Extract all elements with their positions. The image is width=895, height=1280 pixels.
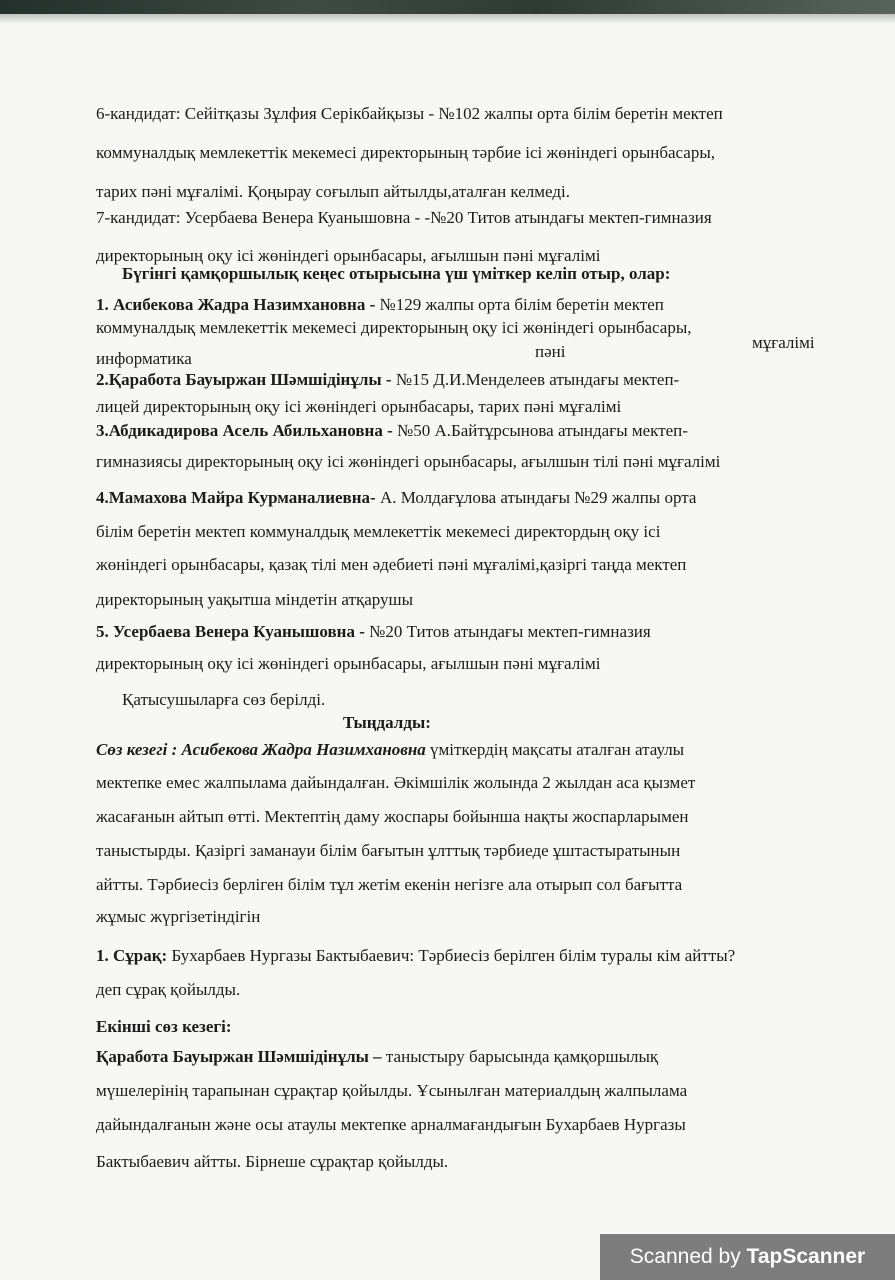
text-line: дайындалғанын және осы атаулы мектепке арналмағандығын Бухарбаев Нургазы [96, 1115, 686, 1134]
question-1-line: 1. Сұрақ: Бухарбаев Нургазы Бактыбаевич: Тәрбиесіз берілген білім туралы кім айтты? [96, 946, 736, 965]
text-line: деп сұрақ қойылды. [96, 980, 241, 999]
text-line: информатика [96, 349, 192, 368]
speech-turn-1-line: Сөз кезегі : Асибекова Жадра Назимхановна үміткердің мақсаты аталған атаулы [96, 740, 685, 759]
text-line: лицей директорының оқу ісі жөніндегі орынбасары, тарих пәні мұғалімі [96, 397, 622, 416]
section-heading: Бүгінгі қамқоршылық кеңес отырысына үш үміткер келіп отыр, олар: [122, 264, 671, 283]
text-line: 6-кандидат: Сейітқазы Зұлфия Серікбайқызы - №102 жалпы орта білім беретін мектеп [96, 104, 723, 123]
text-line: айтты. Тәрбиесіз берлiген білім тұл жетім екенін негізге ала отырып сол бағытта [96, 875, 683, 894]
text-line: директорының оқу ісі жөніндегі орынбасары, ағылшын пәні мұғалімі [96, 246, 601, 265]
text-line: тарих пәні мұғалімі. Қоңырау соғылып айтылды,аталған келмеді. [96, 182, 570, 201]
speech-turn-2-label: Қаработа Бауыржан Шәмшідінұлы – [96, 1047, 382, 1066]
text-line: жөніндегі орынбасары, қазақ тілі мен әдебиеті пәні мұғалімі,қазіргі таңда мектеп [96, 555, 687, 574]
candidate-5-name: 5. Усербаева Венера Куанышовна - [96, 622, 365, 641]
text-line: жасағанын айтып өтті. Мектептің даму жоспары бойынша нақты жоспарларымен [96, 807, 689, 826]
speech-turn-1-label: Сөз кезегі : Асибекова Жадра Назимхановна [96, 740, 426, 759]
text-line: мүшелерінің тарапынан сұрақтар қойылды. Ұсынылған материалдың жалпылама [96, 1081, 688, 1100]
candidate-2-line: 2.Қаработа Бауыржан Шәмшідінұлы - №15 Д.И.Менделеев атындағы мектеп- [96, 370, 680, 389]
scanner-brand: TapScanner [746, 1245, 866, 1268]
candidate-1-line: 1. Асибекова Жадра Назимхановна - №129 жалпы орта білім беретін мектеп [96, 295, 664, 314]
text-line: гимназиясы директорының оқу ісі жөніндегі орынбасары, ағылшын тілі пәні мұғалімі [96, 452, 721, 471]
text-line: таныстырды. Қазіргі заманауи білім бағытын ұлттық тәрбиеде ұштастыратынын [96, 841, 681, 860]
speech-turn-2-line: Қаработа Бауыржан Шәмшідінұлы – таныстыру барысында қамқоршылық [96, 1047, 659, 1066]
candidate-5-line: 5. Усербаева Венера Куанышовна - №20 Титов атындағы мектеп-гимназия [96, 622, 651, 641]
candidate-3-line: 3.Абдикадирова Асель Абильхановна - №50 А.Байтұрсынова атындағы мектеп- [96, 421, 688, 440]
text-line: мектепке емес жалпылама дайындалған. Әкімшілік жолында 2 жылдан аса қызмет [96, 773, 696, 792]
text-line: Қатысушыларға сөз берілді. [122, 690, 326, 709]
text-line: білім беретін мектеп коммуналдық мемлекеттік мекемесі директордың оқу ісі [96, 522, 661, 541]
candidate-4-line: 4.Мамахова Майра Курманалиевна- А. Молдағұлова атындағы №29 жалпы орта [96, 488, 697, 507]
candidate-2-name: 2.Қаработа Бауыржан Шәмшідінұлы - [96, 370, 392, 389]
text-line: директорының оқу ісі жөніндегі орынбасары, ағылшын пәні мұғалімі [96, 654, 601, 673]
text-line: жұмыс жүргізетіндігін [96, 907, 261, 926]
candidate-3-name: 3.Абдикадирова Асель Абильхановна - [96, 421, 393, 440]
text-line: мұғалімі [752, 333, 815, 352]
question-1-label: 1. Сұрақ: [96, 946, 168, 965]
text-line: пәні [535, 342, 566, 361]
listened-heading: Тыңдалды: [343, 713, 431, 732]
second-turn-heading: Екінші сөз кезегі: [96, 1017, 232, 1036]
text-line: директорының уақытша міндетін атқарушы [96, 590, 414, 609]
candidate-4-name: 4.Мамахова Майра Курманалиевна- [96, 488, 376, 507]
text-line: 7-кандидат: Усербаева Венера Куанышовна - -№20 Титов атындағы мектеп-гимназия [96, 208, 712, 227]
scanner-watermark: Scanned by TapScanner [600, 1234, 895, 1280]
text-line: коммуналдық мемлекеттік мекемесі директорының тәрбие ісі жөніндегі орынбасары, [96, 143, 716, 162]
candidate-1-name: 1. Асибекова Жадра Назимхановна - [96, 295, 376, 314]
text-line: Бактыбаевич айтты. Бірнеше сұрақтар қойылды. [96, 1152, 449, 1171]
text-line: коммуналдық мемлекеттік мекемесі директорының оқу ісі жөніндегі орынбасары, [96, 318, 692, 337]
